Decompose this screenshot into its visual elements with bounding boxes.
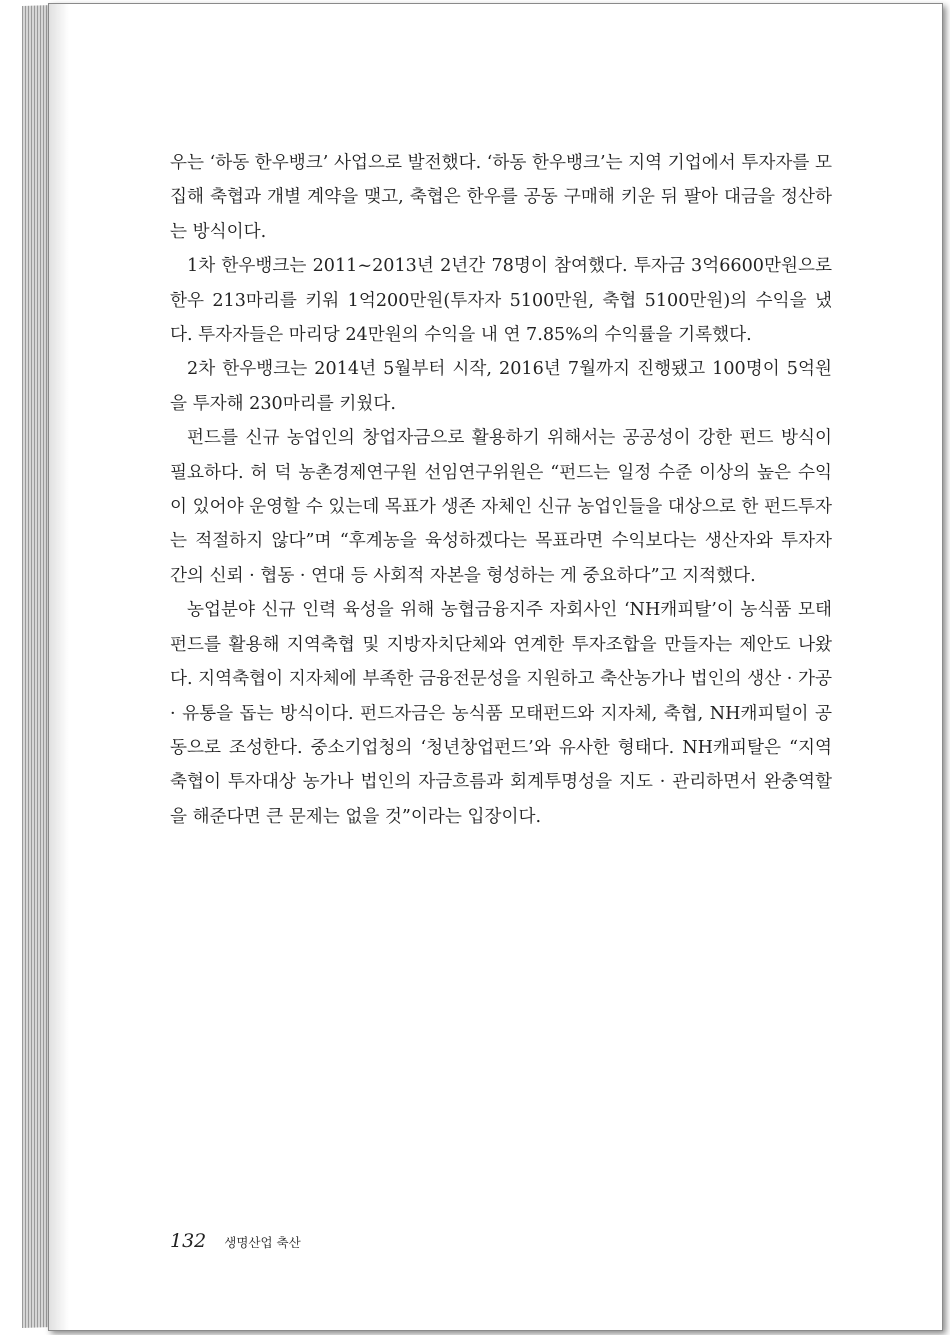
paragraph-public-fund: 펀드를 신규 농업인의 창업자금으로 활용하기 위해서는 공공성이 강한 펀드 방식이 필요하다. 허 덕 농촌경제연구원 선임연구위원은 “펀드는 일정 수준 이상의 높은 수익이 있어야 운영할 수 있는데 목표가 생존 자체인 신규 농업인들을 대상으로 한 펀드투자는 적절하지 않다”며 “후계농을 육성하겠다는 목표라면 수익보다는 생산자와 투자자 간의 신뢰 · 협동 · 연대 등 사회적 자본을 형성하는 게 중요하다”고 지적했다. [170,428,832,586]
book-page [48,3,943,1331]
spine-shadow [49,4,69,1330]
running-title: 생명산업 축산 [224,1235,301,1250]
page-footer [170,1230,301,1254]
paragraph-second-hanwoo-bank: 2차 한우뱅크는 2014년 5월부터 시작, 2016년 7월까지 진행됐고 100명이 5억원을 투자해 230마리를 키웠다. [170,359,832,414]
paragraph-nh-capital: 농업분야 신규 인력 육성을 위해 농협금융지주 자회사인 ‘NH캐피탈’이 농식품 모태펀드를 활용해 지역축협 및 지방자치단체와 연계한 투자조합을 만들자는 제안도 나왔다. 지역축협이 지자체에 부족한 금융전문성을 지원하고 축산농가나 법인의 생산 · 가공 · 유통을 돕는 방식이다. 펀드자금은 농식품 모태펀드와 지자체, 축협, NH캐피털이 공동으로 조성한다. 중소기업청의 ‘청년창업펀드’와 유사한 형태다. NH캐피탈은 “지역축협이 투자대상 농가나 법인의 자금흐름과 회계투명성을 지도 · 관리하면서 완충역할을 해준다면 큰 문제는 없을 것”이라는 입장이다. [170,600,832,827]
body-text [170,146,832,834]
paragraph-hadong-hanwoo-bank: 우는 ‘하동 한우뱅크’ 사업으로 발전했다. ‘하동 한우뱅크’는 지역 기업에서 투자자를 모집해 축협과 개별 계약을 맺고, 축협은 한우를 공동 구매해 키운 뒤 팔아 대금을 정산하는 방식이다. [170,153,832,242]
page-number: 132 [170,1230,207,1252]
paragraph-first-hanwoo-bank: 1차 한우뱅크는 2011~2013년 2년간 78명이 참여했다. 투자금 3억6600만원으로 한우 213마리를 키워 1억200만원(투자자 5100만원, 축협 5100만원)의 수익을 냈다. 투자자들은 마리당 24만원의 수익을 내 연 7.85%의 수익률을 기록했다. [170,256,832,346]
